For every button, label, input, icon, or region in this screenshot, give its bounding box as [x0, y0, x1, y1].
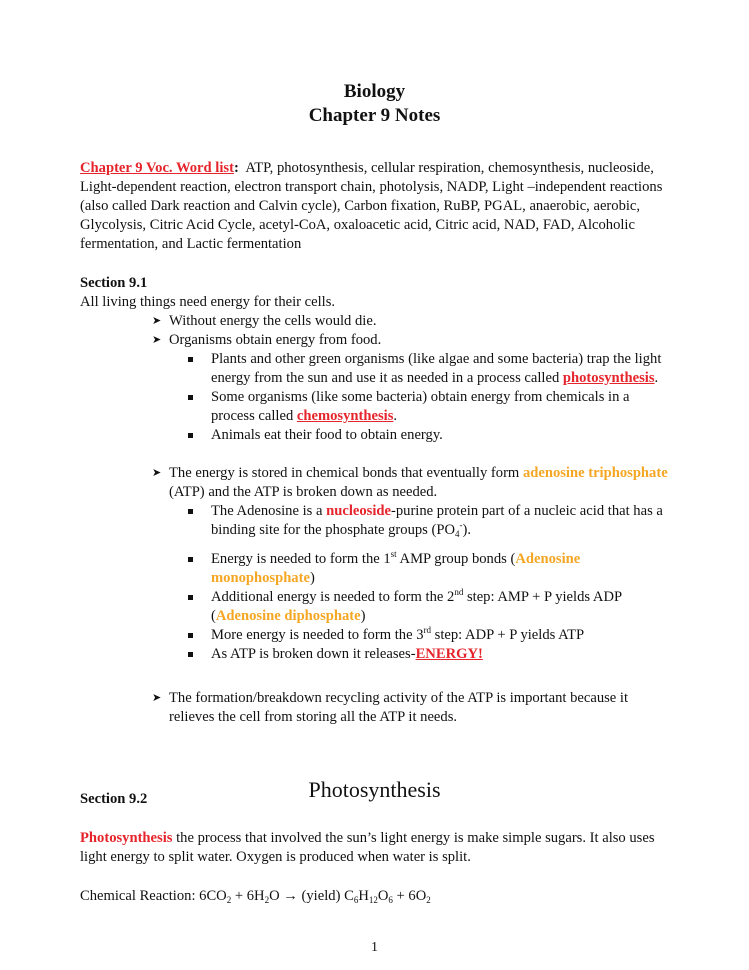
- arrow-bullet-icon: ➤: [152, 467, 162, 479]
- arrow-bullet-icon: ➤: [152, 315, 162, 327]
- photosynthesis-heading: Photosynthesis: [308, 777, 441, 802]
- sub-bullet-text: Energy is needed to form the 1st AMP group bonds (Adenosine: [211, 549, 581, 567]
- vocab-label: Chapter 9 Voc. Word list: [80, 160, 234, 176]
- sub-bullet-text: More energy is needed to form the 3rd step: ADP + P yields ATP: [211, 625, 585, 643]
- bullet-text: The energy is stored in chemical bonds that eventually form adenosine triphosphate: [169, 465, 668, 481]
- sub-bullet-text: (Adenosine diphosphate): [211, 608, 366, 624]
- square-bullet-icon: [188, 595, 193, 600]
- term-adenosine: Adenosine: [515, 551, 581, 567]
- sub-bullet-text: The Adenosine is a nucleoside-purine protein part of a nucleic acid that has a: [211, 503, 663, 519]
- arrow-bullet-icon: ➤: [152, 692, 162, 704]
- page-number: 1: [371, 940, 378, 955]
- bullet-text: The formation/breakdown recycling activity of the ATP is important because it: [169, 690, 629, 706]
- square-bullet-icon: [188, 633, 193, 638]
- bullet-text: relieves the cell from storing all the ATP it needs.: [169, 709, 458, 725]
- arrow-bullet-icon: ➤: [152, 334, 162, 346]
- definition-text: Photosynthesis the process that involved the sun’s light energy is make simple sugars. It also uses: [80, 830, 655, 846]
- bullet-text: Without energy the cells would die.: [169, 313, 377, 329]
- square-bullet-icon: [188, 433, 193, 438]
- square-bullet-icon: [188, 395, 193, 400]
- vocab-paragraph: Chapter 9 Voc. Word list: ATP, photosynthesis, cellular respiration, chemosynthesis, nucleoside, Light-dependent reaction, electron transport chain, photolysis, NADP, Light –independent reactions (also called Dark reaction and Calvin cycle), Carbon fixation, RuBP, PGAL, anaerobic, aerobic, Glycolysis, Citric Acid Cycle, acetyl-CoA, oxaloacetic acid, Citric acid, NAD, FAD, Alcoholic fermentation, and Lactic fermentation: [80, 160, 663, 252]
- doc-title-line1: Biology: [343, 81, 406, 102]
- square-bullet-icon: [188, 509, 193, 514]
- square-bullet-icon: [188, 557, 193, 562]
- chemical-equation: Chemical Reaction: $6CO_2 + 6H_2O$ → (yield) $C_6H_{12}O_6 + 6O_2$: [80, 888, 431, 905]
- term-adenosine-diphosphate: Adenosine diphosphate: [215, 608, 361, 624]
- bullet-text: Organisms obtain energy from food.: [169, 332, 382, 348]
- definition-text: light energy to split water. Oxygen is produced when water is split.: [80, 849, 471, 865]
- square-bullet-icon: [188, 652, 193, 657]
- section-9-1-heading: Section 9.1: [80, 275, 148, 291]
- sub-bullet-text: process called chemosynthesis.: [211, 408, 398, 424]
- term-photosynthesis: photosynthesis: [562, 370, 655, 386]
- sub-bullet-text: Some organisms (like some bacteria) obtain energy from chemicals in a: [211, 389, 630, 405]
- term-nucleoside: nucleoside: [326, 503, 391, 519]
- term-adenosine-triphosphate: adenosine triphosphate: [522, 465, 668, 481]
- term-chemosynthesis: chemosynthesis: [296, 408, 394, 424]
- sub-bullet-text: Additional energy is needed to form the 2nd step: AMP + P yields ADP: [211, 587, 623, 605]
- square-bullet-icon: [188, 357, 193, 362]
- sub-bullet-text: binding site for the phosphate groups $(PO_4^-)$.: [211, 520, 472, 539]
- term-monophosphate: monophosphate: [211, 570, 310, 586]
- section-9-2-heading: Section 9.2: [80, 791, 148, 807]
- section-9-1-intro: All living things need energy for their cells.: [80, 294, 336, 310]
- doc-title-line2: Chapter 9 Notes: [308, 105, 441, 126]
- sub-bullet-text: Plants and other green organisms (like algae and some bacteria) trap the light: [211, 351, 662, 367]
- term-energy: ENERGY!: [415, 646, 483, 662]
- bullet-text: (ATP) and the ATP is broken down as needed.: [169, 484, 438, 500]
- term-photosynthesis-definition: Photosynthesis: [80, 830, 173, 846]
- sub-bullet-text: energy from the sun and use it as needed in a process called photosynthesis.: [211, 370, 659, 386]
- sub-bullet-text: Animals eat their food to obtain energy.: [211, 427, 443, 443]
- sub-bullet-text: monophosphate): [211, 570, 315, 586]
- sub-bullet-text: As ATP is broken down it releases-ENERGY!: [211, 646, 483, 662]
